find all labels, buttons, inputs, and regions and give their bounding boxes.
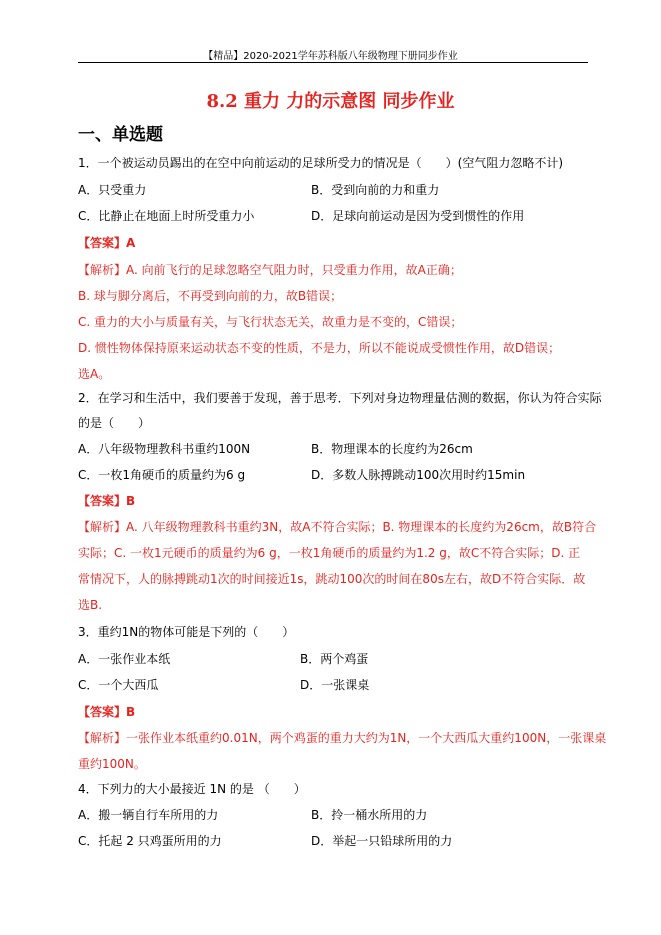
q1-answer: 【答案】A	[78, 236, 136, 250]
q1-explanation-4: D. 惯性物体保持原来运动状态不变的性质，不是力，所以不能说成受惯性作用，故D错误；	[78, 341, 561, 355]
q4-stem: 4．下列力的大小最接近 1N 的是 （ ）	[78, 782, 306, 796]
q3-option-c: C．一个大西瓜	[78, 678, 159, 692]
q2-explanation-4: 选B.	[78, 598, 103, 612]
document-title: 8.2 重力 力的示意图 同步作业	[206, 91, 455, 112]
section-heading: 一、单选题	[78, 125, 163, 145]
header-rule	[78, 62, 588, 63]
q1-explanation-1: 【解析】A. 向前飞行的足球忽略空气阻力时，只受重力作用，故A正确；	[78, 263, 462, 277]
q3-stem: 3．重约1N的物体可能是下列的（ ）	[78, 625, 295, 639]
q1-explanation-2: B. 球与脚分离后，不再受到向前的力，故B错误；	[78, 289, 343, 303]
q3-option-b: B．两个鸡蛋	[300, 652, 369, 666]
q1-stem: 1．一个被运动员踢出的在空中向前运动的足球所受力的情况是（ ）(空气阻力忽略不计)	[78, 156, 564, 170]
q1-explanation-5: 选A。	[78, 367, 111, 381]
q2-option-b: B．物理课本的长度约为26cm	[311, 442, 473, 456]
q2-option-a: A．八年级物理教科书重约100N	[78, 442, 251, 456]
q4-option-d: D．举起一只铅球所用的力	[311, 834, 453, 848]
q2-stem-line2: 的是（ ）	[78, 416, 151, 430]
q4-option-c: C．托起 2 只鸡蛋所用的力	[78, 834, 222, 848]
q3-option-d: D．一张课桌	[300, 678, 370, 692]
q1-option-a: A．只受重力	[78, 183, 147, 197]
q2-answer: 【答案】B	[78, 494, 136, 508]
q3-explanation-2: 重约100N。	[78, 757, 146, 771]
q3-option-a: A．一张作业本纸	[78, 652, 171, 666]
q2-option-d: D．多数人脉搏跳动100次用时约15min	[311, 468, 526, 482]
q3-explanation-1: 【解析】一张作业本纸重约0.01N，两个鸡蛋的重力大约为1N，一个大西瓜大重约100N，一张课桌	[78, 731, 607, 745]
q1-option-b: B．受到向前的力和重力	[311, 183, 440, 197]
q4-option-b: B．拎一桶水所用的力	[311, 808, 428, 822]
q2-option-c: C．一枚1角硬币的质量约为6 g	[78, 468, 246, 482]
q2-explanation-2: 实际；C. 一枚1元硬币的质量约为6 g，一枚1角硬币的质量约为1.2 g，故C不符合实际；D. 正	[78, 546, 581, 560]
q2-explanation-1: 【解析】A. 八年级物理教科书重约3N，故A不符合实际；B. 物理课本的长度约为26cm，故B符合	[78, 520, 597, 534]
q1-explanation-3: C. 重力的大小与质量有关，与飞行状态无关，故重力是不变的，C错误；	[78, 315, 463, 329]
q3-answer: 【答案】B	[78, 705, 136, 719]
page-header: 【精品】2020-2021学年苏科版八年级物理下册同步作业	[203, 51, 458, 62]
q4-option-a: A．搬一辆自行车所用的力	[78, 808, 219, 822]
q1-option-d: D．足球向前运动是因为受到惯性的作用	[311, 209, 525, 223]
q2-explanation-3: 常情况下，人的脉搏跳动1次的时间接近1s，跳动100次的时间在80s左右，故D不符合实际．故	[78, 572, 586, 586]
q1-option-c: C．比静止在地面上时所受重力小	[78, 209, 255, 223]
q2-stem-line1: 2．在学习和生活中，我们要善于发现，善于思考．下列对身边物理量估测的数据，你认为符合实际	[78, 391, 602, 405]
